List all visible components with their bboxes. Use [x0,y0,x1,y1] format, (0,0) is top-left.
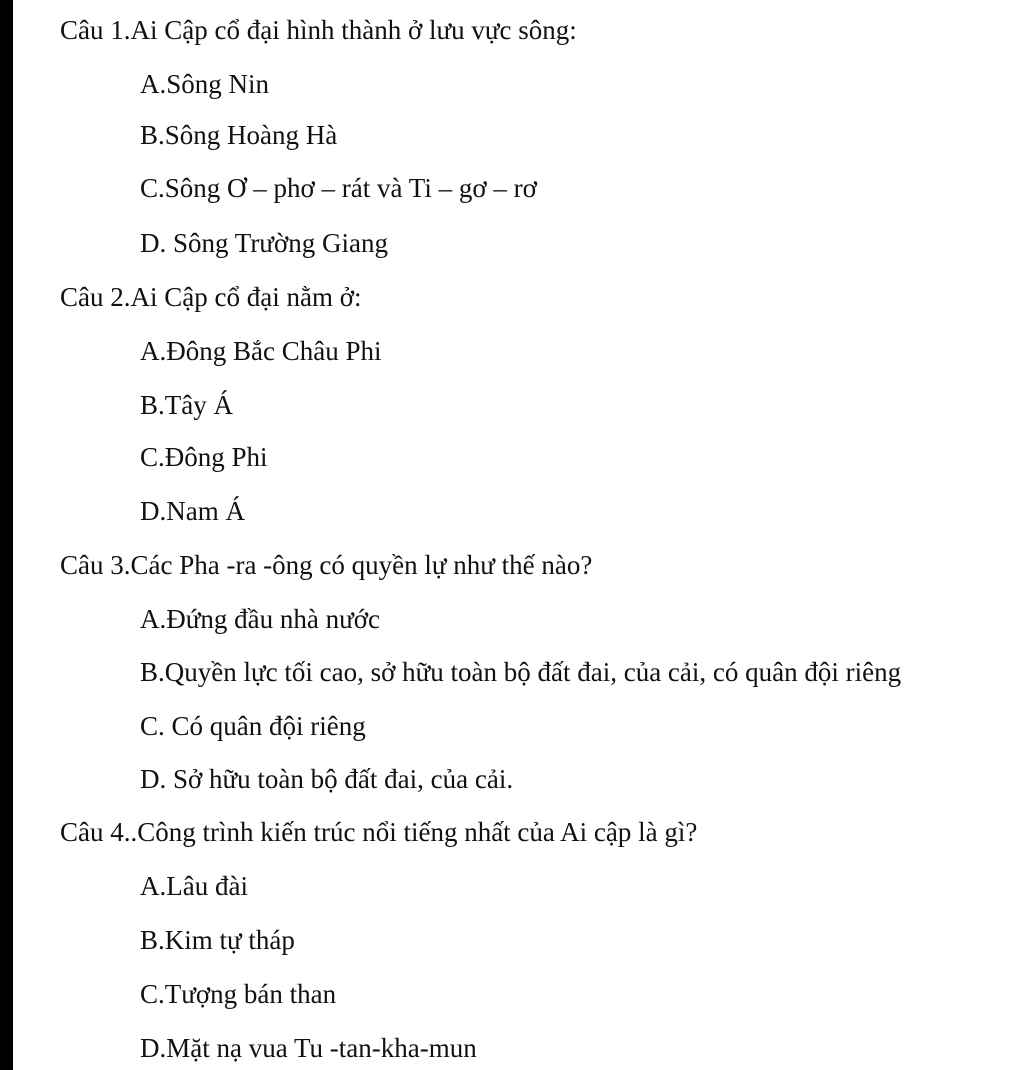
question-4-option-b: B.Kim tự tháp [140,925,295,955]
question-1: Câu 1.Ai Cập cổ đại hình thành ở lưu vực sông: [60,15,577,45]
question-3-option-a: A.Đứng đầu nhà nước [140,604,380,634]
question-2-option-d: D.Nam Á [140,496,245,526]
question-1-option-c: C.Sông Ơ – phơ – rát và Ti – gơ – rơ [140,173,537,203]
question-1-option-d: D. Sông Trường Giang [140,228,388,258]
question-2: Câu 2.Ai Cập cổ đại nằm ở: [60,282,362,312]
question-4: Câu 4..Công trình kiến trúc nổi tiếng nhất của Ai cập là gì? [60,817,698,847]
question-2-option-b: B.Tây Á [140,390,233,420]
question-2-option-a: A.Đông Bắc Châu Phi [140,336,382,366]
question-3-option-b: B.Quyền lực tối cao, sở hữu toàn bộ đất đai, của cải, có quân đội riêng [140,657,902,687]
question-2-option-c: C.Đông Phi [140,442,268,472]
question-3-option-d: D. Sở hữu toàn bộ đất đai, của cải. [140,764,514,794]
question-1-option-b: B.Sông Hoàng Hà [140,120,338,150]
question-4-option-c: C.Tượng bán than [140,979,337,1009]
question-3: Câu 3.Các Pha -ra -ông có quyền lự như thế nào? [60,550,593,580]
question-4-option-d: D.Mặt nạ vua Tu -tan-kha-mun [140,1033,477,1063]
question-4-option-a: A.Lâu đài [140,871,248,901]
question-1-option-a: A.Sông Nin [140,69,270,99]
question-3-option-c: C. Có quân đội riêng [140,711,366,741]
